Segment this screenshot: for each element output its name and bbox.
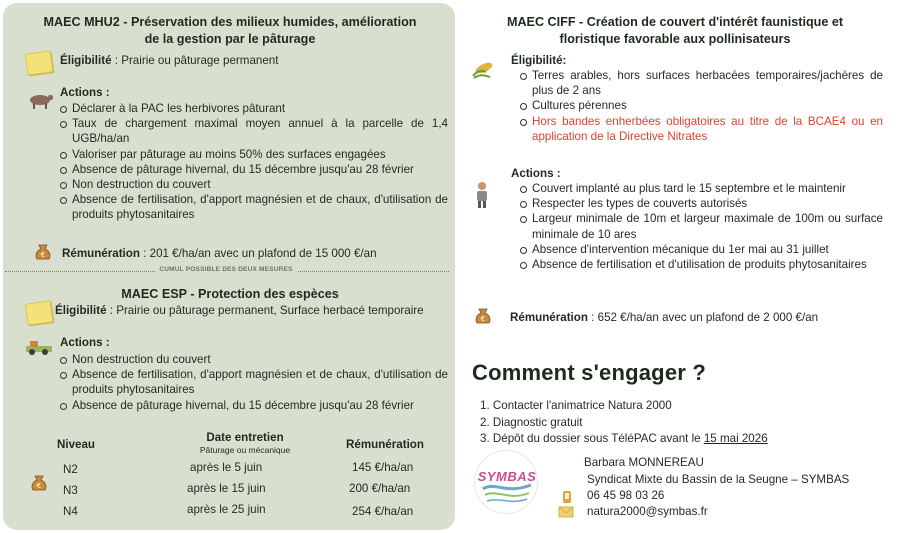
contact-email[interactable]: natura2000@symbas.fr bbox=[587, 505, 708, 518]
list-item: Non destruction du couvert bbox=[58, 352, 448, 367]
list-item: Absence de pâturage hivernal, du 15 décembre jusqu'au 28 février bbox=[58, 162, 448, 177]
esp-eligibility-label: Éligibilité bbox=[55, 304, 107, 317]
mhu2-title-line1: MAEC MHU2 - Préservation des milieux humides, amélioration bbox=[43, 15, 417, 29]
table-cell-niveau: N2 bbox=[63, 463, 78, 476]
ciff-actions-label-text: Actions : bbox=[511, 167, 561, 180]
corn-icon bbox=[470, 58, 496, 80]
symbas-logo bbox=[474, 450, 538, 514]
list-item: Déclarer à la PAC les herbivores pâturant bbox=[58, 101, 448, 116]
mhu2-title-line2: de la gestion par le pâturage bbox=[144, 32, 316, 46]
table-cell-remuneration: 200 €/ha/an bbox=[349, 482, 411, 495]
table-cell-niveau: N4 bbox=[63, 505, 78, 518]
list-item: Absence de fertilisation, d'apport magnésien et de chaux, d'utilisation de produits phytosanitaires bbox=[58, 192, 448, 222]
list-item bbox=[480, 431, 768, 448]
deadline: 15 mai 2026 bbox=[703, 432, 768, 445]
contact-name: Barbara MONNEREAU bbox=[584, 456, 704, 469]
table-cell-date: après le 5 juin bbox=[190, 461, 263, 474]
money-bag-icon bbox=[29, 474, 49, 492]
mhu2-remuneration-label: Rémunération bbox=[62, 247, 140, 260]
ciff-eligibility-label bbox=[511, 53, 566, 68]
table-cell-remuneration: 254 €/ha/an bbox=[352, 505, 414, 518]
cow-icon bbox=[27, 92, 55, 110]
tractor-icon bbox=[24, 338, 54, 356]
farmer-icon bbox=[472, 181, 492, 209]
list-item: Absence de pâturage hivernal, du 15 décembre jusqu'au 28 février bbox=[58, 398, 448, 413]
list-item: 2. Diagnostic gratuit bbox=[480, 415, 583, 429]
ciff-title-line1: MAEC CIFF - Création de couvert d'intérêt faunistique et bbox=[506, 15, 844, 29]
sticky-note-icon bbox=[25, 300, 54, 325]
table-header-date-sub: Pâturage ou mécanique bbox=[199, 445, 291, 455]
esp-actions-list bbox=[58, 352, 448, 413]
table-cell-niveau: N3 bbox=[63, 484, 78, 497]
list-item: Valoriser par pâturage au moins 50% des surfaces engagées bbox=[58, 147, 448, 162]
esp-eligibility bbox=[55, 303, 424, 318]
esp-actions-label bbox=[60, 335, 110, 350]
ciff-remuneration-value: : 652 €/ha/an avec un plafond de 2 000 €/an bbox=[587, 311, 819, 324]
ciff-actions-label bbox=[511, 166, 561, 181]
list-item: Absence d'intervention mécanique du 1er mai au 31 juillet bbox=[518, 242, 883, 257]
list-item: Absence de fertilisation, d'apport magnésien et de chaux, d'utilisation de produits phytosanitaires bbox=[58, 367, 448, 397]
table-header-niveau: Niveau bbox=[56, 438, 96, 451]
ciff-remuneration-label: Rémunération bbox=[510, 311, 588, 324]
cumul-note bbox=[0, 266, 452, 273]
ciff-eligibility-label-text: Éligibilité: bbox=[511, 54, 567, 67]
ciff-remuneration bbox=[510, 310, 818, 325]
contact-phone[interactable]: 06 45 98 03 26 bbox=[587, 489, 665, 502]
mhu2-actions-list bbox=[58, 101, 448, 223]
money-bag-icon bbox=[473, 307, 493, 325]
engage-title: Comment s'engager ? bbox=[472, 360, 706, 385]
svg-text:€: € bbox=[40, 251, 46, 259]
mhu2-remuneration bbox=[62, 246, 377, 261]
ciff-title bbox=[470, 14, 880, 48]
money-bag-icon bbox=[33, 243, 53, 261]
phone-icon bbox=[560, 490, 574, 504]
table-cell-remuneration: 145 €/ha/an bbox=[352, 461, 414, 474]
mhu2-actions-label bbox=[60, 85, 110, 100]
table-header-remuneration: Rémunération bbox=[346, 438, 424, 451]
list-item: Largeur minimale de 10m et largeur maximale de 100m ou surface minimale de 10 ares bbox=[518, 211, 883, 241]
esp-eligibility-value: : Prairie ou pâturage permanent, Surface herbacé temporaire bbox=[106, 304, 424, 317]
engage-steps bbox=[480, 398, 768, 448]
esp-actions-label-text: Actions : bbox=[60, 336, 110, 349]
list-item: Cultures pérennes bbox=[518, 98, 883, 113]
list-item-excluded: Hors bandes enherbées obligatoires au titre de la BCAE4 ou en application de la Directive Nitrates bbox=[518, 114, 883, 144]
email-icon bbox=[558, 506, 574, 518]
list-item: Absence de fertilisation et d'utilisation de produits phytosanitaires bbox=[518, 257, 883, 272]
contact-org: Syndicat Mixte du Bassin de la Seugne – SYMBAS bbox=[587, 473, 850, 486]
mhu2-actions-label-text: Actions : bbox=[60, 86, 110, 99]
list-item: Terres arables, hors surfaces herbacées temporaires/jachères de plus de 2 ans bbox=[518, 68, 883, 98]
table-cell-date: après le 15 juin bbox=[187, 482, 266, 495]
svg-text:€: € bbox=[36, 482, 42, 490]
mhu2-eligibility bbox=[60, 53, 278, 68]
table-cell-date: après le 25 juin bbox=[187, 503, 266, 516]
mhu2-title bbox=[10, 14, 450, 48]
ciff-actions-list bbox=[518, 181, 883, 272]
mhu2-remuneration-value: : 201 €/ha/an avec un plafond de 15 000 €/an bbox=[139, 247, 377, 260]
list-item: Non destruction du couvert bbox=[58, 177, 448, 192]
mhu2-eligibility-value: : Prairie ou pâturage permanent bbox=[111, 54, 279, 67]
ciff-eligibility-list bbox=[518, 68, 883, 144]
sticky-note-icon bbox=[25, 50, 54, 75]
logo-text: SYMBAS bbox=[477, 469, 537, 484]
svg-text:€: € bbox=[480, 315, 486, 323]
list-item: Taux de chargement maximal moyen annuel à la parcelle de 1,4 UGB/ha/an bbox=[58, 116, 448, 146]
list-item: 1. Contacter l'animatrice Natura 2000 bbox=[480, 399, 672, 412]
mhu2-eligibility-label: Éligibilité bbox=[60, 54, 112, 67]
list-item: Couvert implanté au plus tard le 15 septembre et le maintenir bbox=[518, 181, 883, 196]
step-text: 3. Dépôt du dossier sous TéléPAC avant le bbox=[480, 432, 704, 445]
esp-title: MAEC ESP - Protection des espèces bbox=[121, 287, 339, 301]
cumul-note-text: CUMUL POSSIBLE DES DEUX MESURES bbox=[155, 266, 296, 273]
list-item: Respecter les types de couverts autorisés bbox=[518, 196, 883, 211]
table-header-date: Date entretien bbox=[206, 431, 284, 444]
ciff-title-line2: floristique favorable aux pollinisateurs bbox=[559, 32, 791, 46]
